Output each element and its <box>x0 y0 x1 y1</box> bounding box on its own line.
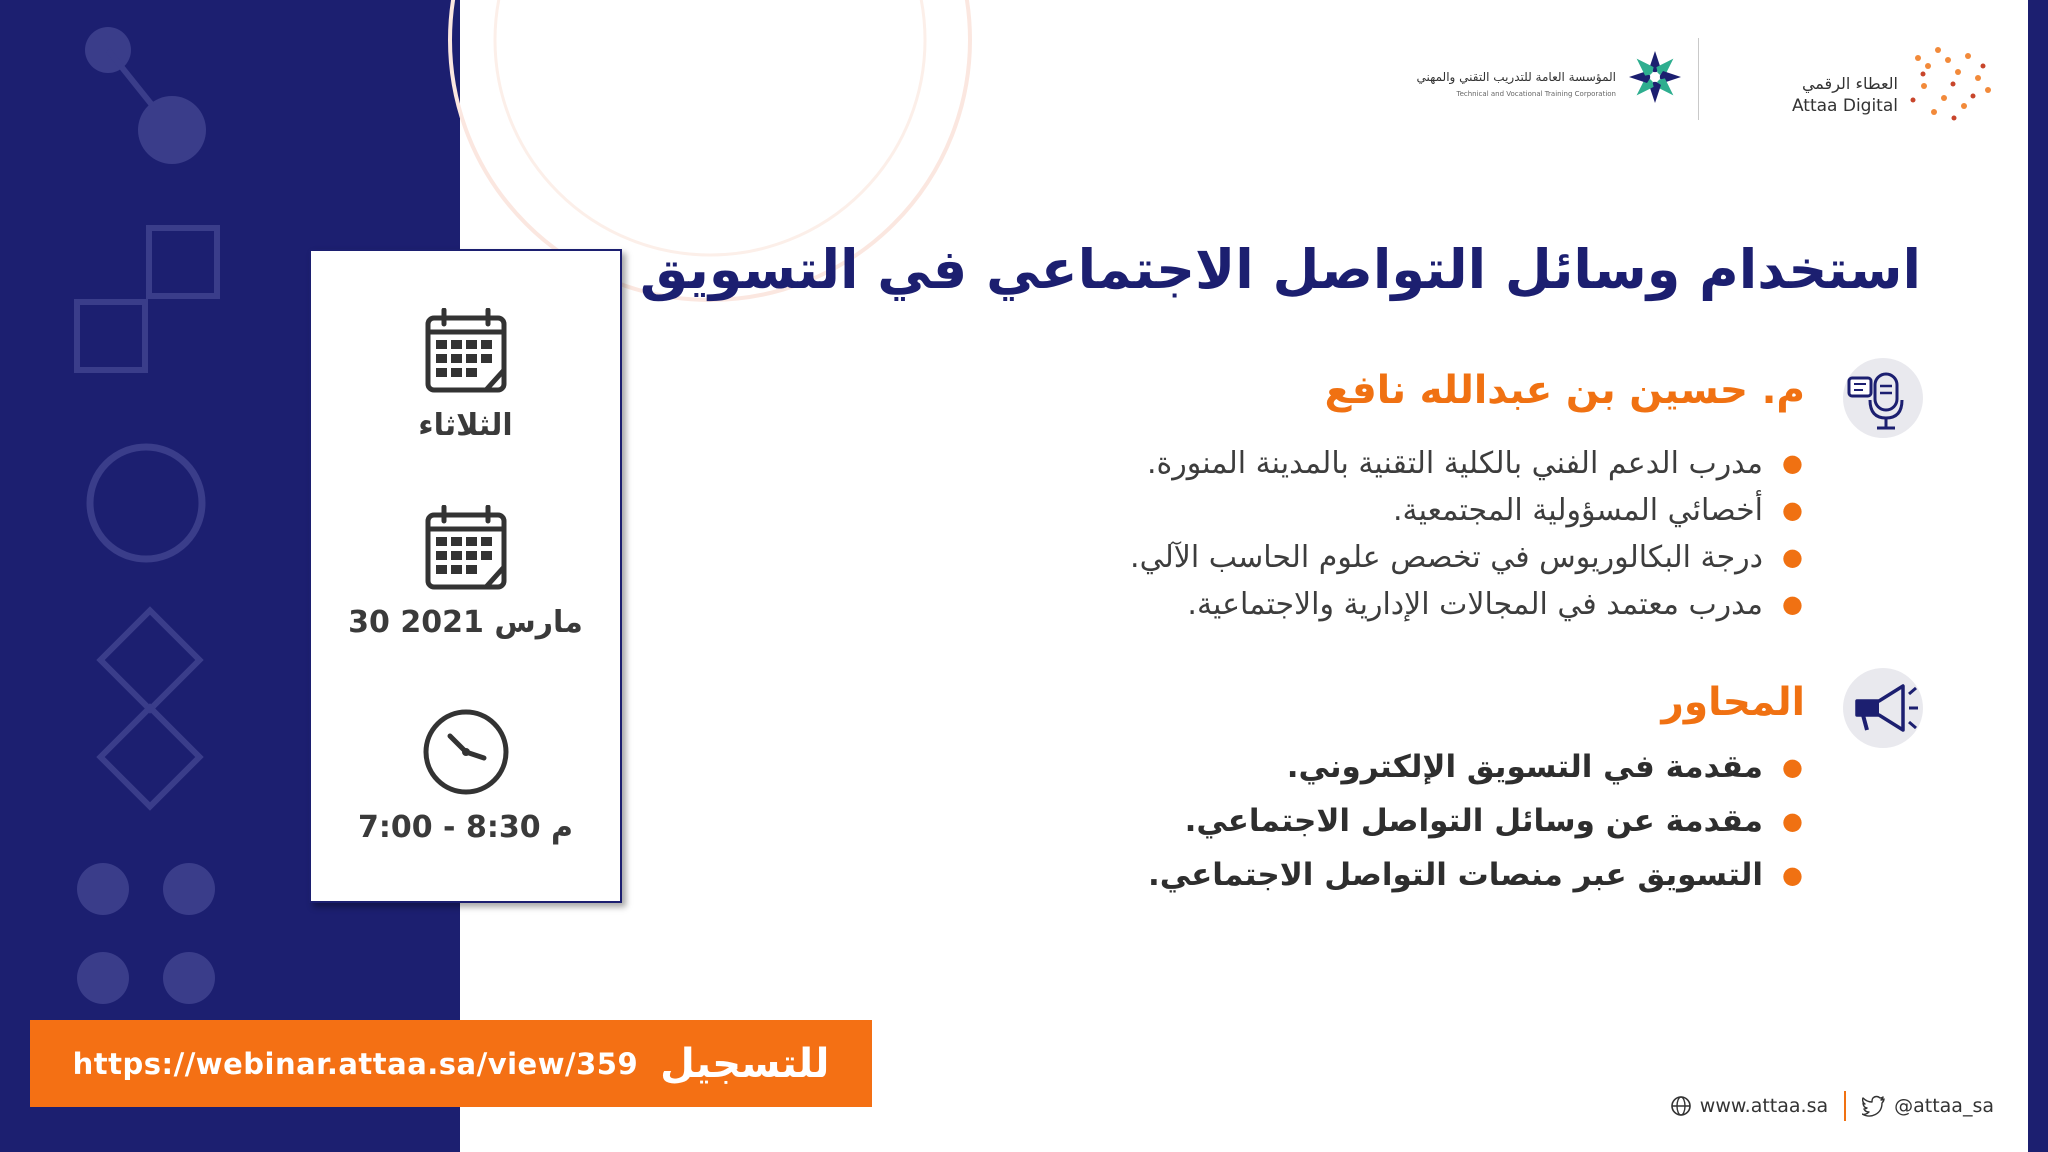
axes-item-text: مقدمة عن وسائل التواصل الاجتماعي. <box>1184 803 1763 839</box>
speaker-name: م. حسين بن عبدالله نافع <box>1324 368 1805 413</box>
footer-bar <box>1670 1088 1994 1124</box>
speaker-icon-badge <box>1843 358 1923 438</box>
deco-square-2 <box>77 302 145 370</box>
axes-item-text: مقدمة في التسويق الإلكتروني. <box>1286 749 1763 785</box>
schedule-card <box>309 249 622 903</box>
axes-list <box>1148 740 1803 902</box>
deco-square-1 <box>149 228 217 296</box>
speaker-bio-text: أخصائي المسؤولية المجتمعية. <box>1392 493 1763 528</box>
bullet-icon: ● <box>1782 590 1803 618</box>
bullet-icon: ● <box>1782 449 1803 477</box>
axes-list-item <box>1148 794 1803 848</box>
bullet-icon: ● <box>1782 861 1803 889</box>
footer-twitter[interactable] <box>1862 1095 1994 1117</box>
clock-icon <box>422 708 510 796</box>
schedule-time-label: 7:00 - 8:30 م <box>357 810 574 845</box>
speaker-bio-item <box>1130 534 1803 581</box>
bullet-icon: ● <box>1782 807 1803 835</box>
tvtc-logo <box>1416 46 1686 116</box>
deco-node-large <box>138 96 206 164</box>
register-label: للتسجيل <box>660 1040 830 1087</box>
logo-divider <box>1698 38 1699 120</box>
tvtc-logo-arabic: المؤسسة العامة للتدريب التقني والمهني <box>1416 70 1616 84</box>
bullet-icon: ● <box>1782 753 1803 781</box>
axes-list-item <box>1148 848 1803 902</box>
bullet-icon: ● <box>1782 496 1803 524</box>
axes-heading: المحاور <box>1661 680 1805 725</box>
speaker-bio-text: مدرب معتمد في المجالات الإدارية والاجتماعية. <box>1187 587 1763 622</box>
speaker-bio-text: درجة البكالوريوس في تخصص علوم الحاسب الآلي. <box>1130 540 1763 575</box>
schedule-day <box>311 308 620 443</box>
deco-ring <box>90 447 202 559</box>
calendar-icon <box>424 505 508 591</box>
megaphone-icon <box>1843 668 1923 748</box>
right-navy-edge <box>2028 0 2048 1152</box>
deco-dot-2 <box>163 863 215 915</box>
attaa-dots-icon <box>1904 38 1996 128</box>
deco-diamond-2 <box>101 708 200 807</box>
schedule-day-label: الثلاثاء <box>418 408 513 443</box>
axes-list-item <box>1148 740 1803 794</box>
speaker-bio-text: مدرب الدعم الفني بالكلية التقنية بالمدينة المنورة. <box>1146 446 1763 481</box>
speaker-bio-item <box>1130 440 1803 487</box>
register-bar <box>30 1020 872 1107</box>
footer-website[interactable] <box>1670 1095 1828 1117</box>
deco-diamond-1 <box>101 611 200 710</box>
deco-dot-4 <box>163 952 215 1004</box>
attaa-logo-english: Attaa Digital <box>1791 96 1898 116</box>
speaker-bio-item <box>1130 487 1803 534</box>
bg-arc-inner <box>495 0 925 255</box>
schedule-date-label: 30 مارس 2021 <box>348 605 583 640</box>
globe-icon <box>1670 1095 1692 1117</box>
axes-icon-badge <box>1843 668 1923 748</box>
schedule-date <box>311 505 620 640</box>
footer-twitter-text: @attaa_sa <box>1894 1095 1994 1117</box>
deco-dot-1 <box>77 863 129 915</box>
bullet-icon: ● <box>1782 543 1803 571</box>
webinar-title: استخدام وسائل التواصل الاجتماعي في التسويق <box>639 238 1921 301</box>
attaa-logo-arabic: العطاء الرقمي <box>1801 74 1898 93</box>
deco-dot-3 <box>77 952 129 1004</box>
register-url-link[interactable]: https://webinar.attaa.sa/view/359 <box>72 1046 639 1081</box>
speaker-bio-item <box>1130 581 1803 628</box>
footer-website-text: www.attaa.sa <box>1699 1095 1829 1117</box>
attaa-digital-logo <box>1766 38 1996 128</box>
speaker-bio-list <box>1130 440 1803 628</box>
header-logos <box>1416 38 1996 128</box>
podcast-microphone-icon <box>1843 358 1923 438</box>
schedule-time <box>311 708 620 845</box>
footer-separator <box>1844 1091 1846 1121</box>
calendar-icon <box>424 308 508 394</box>
tvtc-logo-english: Technical and Vocational Training Corporation <box>1456 90 1616 98</box>
twitter-icon <box>1862 1095 1886 1117</box>
tvtc-star-icon <box>1624 46 1686 108</box>
axes-item-text: التسويق عبر منصات التواصل الاجتماعي. <box>1147 857 1763 893</box>
